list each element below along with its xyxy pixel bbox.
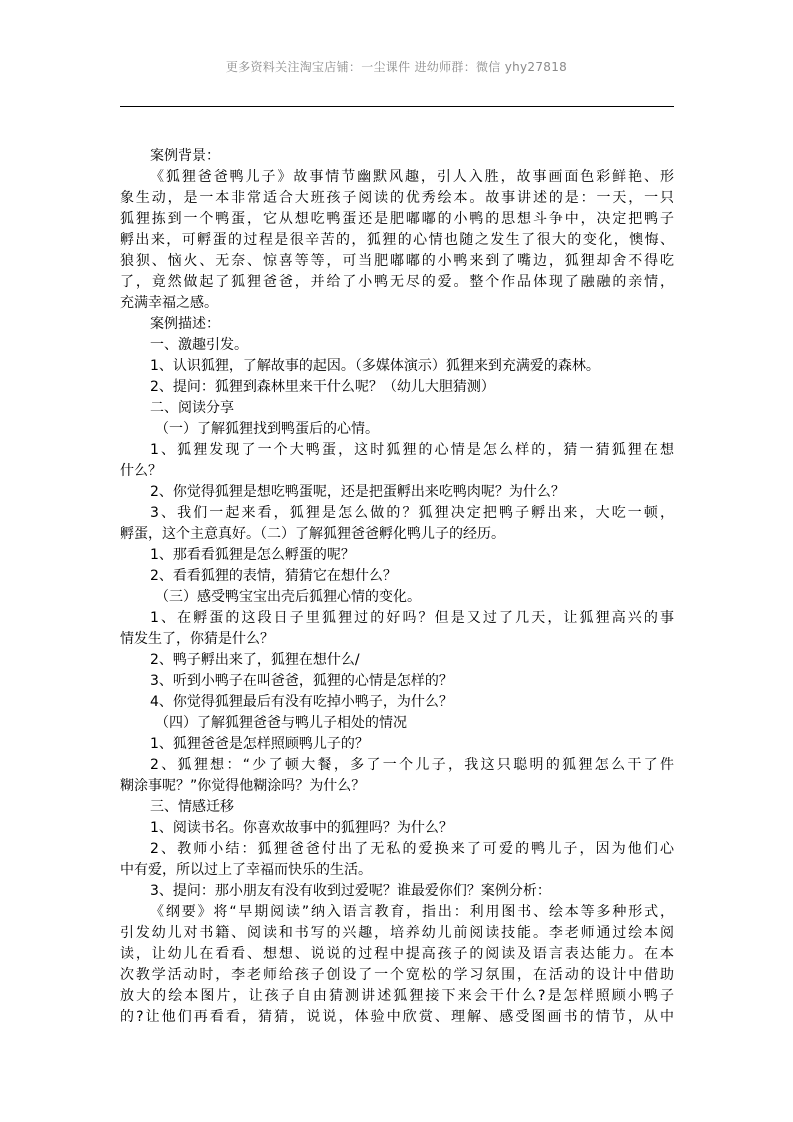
text-line: 情发生了，你猜是什么？ xyxy=(120,631,274,647)
text-line: 《纲要》将“早期阅读”纳入语言教育，指出：利用图书、绘本等多种形式， xyxy=(150,904,674,920)
text-line: 狼狈、恼火、无奈、惊喜等等，可当肥嘟嘟的小鸭来到了嘴边，狐狸却舍不得吃 xyxy=(120,253,674,269)
text-line: 1、狐狸爸爸是怎样照顾鸭儿子的？ xyxy=(150,736,369,752)
text-line: 引发幼儿对书籍、阅读和书写的兴趣，培养幼儿前阅读技能。李老师通过绘本阅 xyxy=(120,925,674,941)
text-line: 充满幸福之感。 xyxy=(120,295,218,311)
text-line: 1、认识狐狸，了解故事的起因。（多媒体演示）狐狸来到充满爱的森林。 xyxy=(150,358,600,374)
text-line: 糊涂事呢？”你觉得他糊涂吗？为什么？ xyxy=(120,778,366,794)
text-line: 孵蛋，这个主意真好。（二）了解狐狸爸爸孵化鸭儿子的经历。 xyxy=(120,526,505,542)
text-line: 《狐狸爸爸鸭儿子》故事情节幽默风趣，引人入胜，故事画面色彩鲜艳、形 xyxy=(150,169,674,185)
text-line: 1、阅读书名。你喜欢故事中的狐狸吗？为什么？ xyxy=(150,820,453,836)
text-line: 1、那看看狐狸是怎么孵蛋的呢？ xyxy=(150,547,355,563)
text-line: 中有爱，所以过上了幸福而快乐的生活。 xyxy=(120,862,372,878)
text-line: 4、你觉得狐狸最后有没有吃掉小鸭子，为什么？ xyxy=(150,694,453,710)
text-line: 什么？ xyxy=(120,463,162,479)
page-header-watermark: 更多资料关注淘宝店铺：一尘课件 进幼师群：微信 yhy27818 xyxy=(225,60,568,74)
text-line: 三、情感迁移 xyxy=(150,799,234,815)
text-line: 案例描述： xyxy=(150,316,220,332)
text-line: 1、在孵蛋的这段日子里狐狸过的好吗？但是又过了几天，让狐狸高兴的事 xyxy=(150,610,674,626)
text-line: 1、狐狸发现了一个大鸭蛋，这时狐狸的心情是怎么样的，猜一猜狐狸在想 xyxy=(150,442,674,458)
text-line: 3、听到小鸭子在叫爸爸，狐狸的心情是怎样的？ xyxy=(150,673,453,689)
text-line: （三）感受鸭宝宝出壳后狐狸心情的变化。 xyxy=(155,589,421,605)
text-line: 2、教师小结：狐狸爸爸付出了无私的爱换来了可爱的鸭儿子，因为他们心 xyxy=(150,841,674,857)
text-line: 了，竟然做起了狐狸爸爸，并给了小鸭无尽的爱。整个作品体现了融融的亲情， xyxy=(120,274,674,290)
text-line: 3、提问：那小朋友有没有收到过爱呢？谁最爱你们？案例分析： xyxy=(150,883,551,899)
text-line: （一）了解狐狸找到鸭蛋后的心情。 xyxy=(155,421,379,437)
text-line: 象生动，是一本非常适合大班孩子阅读的优秀绘本。故事讲述的是：一天，一只 xyxy=(120,190,674,206)
text-line: 二、阅读分享 xyxy=(150,400,234,416)
text-line: 放大的绘本图片，让孩子自由猜测讲述狐狸接下来会干什么?是怎样照顾小鸭子 xyxy=(120,988,674,1004)
text-line: 狐狸拣到一个鸭蛋，它从想吃鸭蛋还是肥嘟嘟的小鸭的思想斗争中，决定把鸭子 xyxy=(120,211,674,227)
text-line: 一、激趣引发。 xyxy=(150,337,248,353)
text-line: 的?让他们再看看，猜猜，说说，体验中欣赏、理解、感受图画书的情节，从中 xyxy=(120,1009,674,1025)
header-divider xyxy=(120,106,674,107)
text-line: 孵出来，可孵蛋的过程是很辛苦的，狐狸的心情也随之发生了很大的变化，懊悔、 xyxy=(120,232,674,248)
text-line: 2、你觉得狐狸是想吃鸭蛋呢，还是把蛋孵出来吃鸭肉呢？为什么？ xyxy=(150,484,565,500)
document-body xyxy=(120,146,674,1028)
text-line: 2、看看狐狸的表情，猜猜它在想什么？ xyxy=(150,568,397,584)
text-line: 2、提问：狐狸到森林里来干什么呢？（幼儿大胆猜测） xyxy=(150,379,495,395)
text-line: 2、鸭子孵出来了，狐狸在想什么/ xyxy=(150,652,360,668)
text-line: 2、狐狸想：“少了顿大餐，多了一个儿子，我这只聪明的狐狸怎么干了件 xyxy=(150,757,674,773)
text-line: 次教学活动时，李老师给孩子创设了一个宽松的学习氛围，在活动的设计中借助 xyxy=(120,967,674,983)
text-line: 案例背景： xyxy=(150,148,220,164)
text-line: 3、我们一起来看，狐狸是怎么做的？狐狸决定把鸭子孵出来，大吃一顿， xyxy=(150,505,674,521)
text-line: （四）了解狐狸爸爸与鸭儿子相处的情况 xyxy=(155,715,407,731)
text-line: 读，让幼儿在看看、想想、说说的过程中提高孩子的阅读及语言表达能力。在本 xyxy=(120,946,674,962)
